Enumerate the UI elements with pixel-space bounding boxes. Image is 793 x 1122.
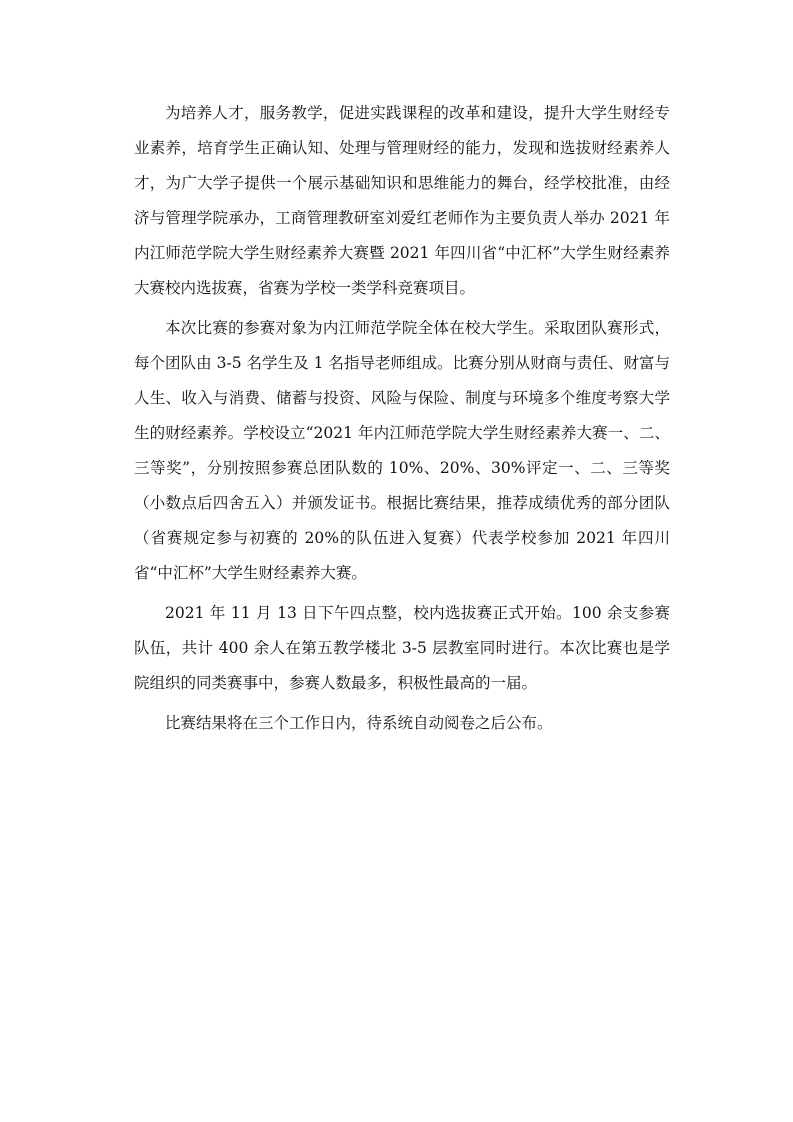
paragraph-purpose: 为培养人才，服务教学，促进实践课程的改革和建设，提升大学生财经专业素养，培育学生正确认知、处理与管理财经的能力，发现和选拔财经素养人才，为广大学子提供一个展示基础知识和思维能力的舞台，经学校批准，由经济与管理学院承办，工商管理教研室刘爱红老师作为主要负责人举办 2021 年内江师范学院大学生财经素养大赛暨 2021 年四川省“中汇杯”大学生财经素养大赛校内选拔赛，省赛为学校一类学科竞赛项目。 [134,104,670,297]
paragraph-schedule: 2021 年 11 月 13 日下午四点整，校内选拔赛正式开始。100 余支参赛队伍，共计 400 余人在第五教学楼北 3-5 层教室同时进行。本次比赛也是学院组织的同类赛事中，参赛人数最多，积极性最高的一届。 [134,604,670,692]
document-body [134,96,670,746]
paragraph-results: 比赛结果将在三个工作日内，待系统自动阅卷之后公布。 [165,714,553,732]
paragraph-participants: 本次比赛的参赛对象为内江师范学院全体在校大学生。采取团队赛形式，每个团队由 3-5 名学生及 1 名指导老师组成。比赛分别从财商与责任、财富与人生、收入与消费、储蓄与投资、风险与保险、制度与环境多个维度考察大学生的财经素养。学校设立“2021 年内江师范学院大学生财经素养大赛一、二、三等奖”，分别按照参赛总团队数的 10%、20%、30%评定一、二、三等奖（小数点后四舍五入）并颁发证书。根据比赛结果，推荐成绩优秀的部分团队（省赛规定参与初赛的 20%的队伍进入复赛）代表学校参加 2021 年四川省“中汇杯”大学生财经素养大赛。 [134,319,670,582]
